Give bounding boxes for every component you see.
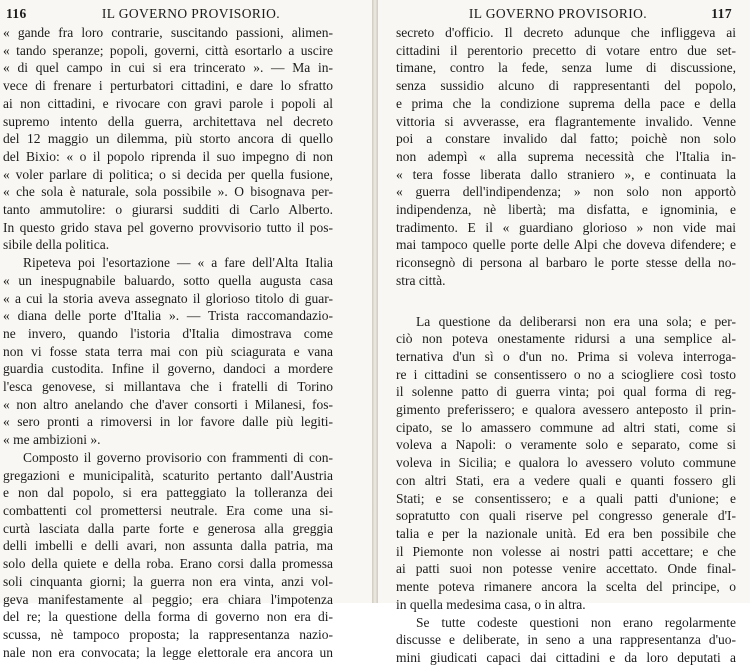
text-line: timane, contro la fede, senza lume di discussione, <box>396 60 736 76</box>
text-line: il Piemonte non volesse ai nostri patti accettare; e che <box>396 543 736 559</box>
text-line: ne invero, quando l'istoria d'Italia dimostrava come <box>3 325 333 341</box>
text-line: delli imbelli e delli avari, non assunta dalla patria, ma <box>3 538 333 554</box>
text-line: sopratutto con quali riserve pel congresso generale d'I- <box>396 508 736 524</box>
text-line: « voler parlare di politica; o si decida per quella fusione, <box>3 166 333 182</box>
text-line: « un inespugnabile baluardo, sotto quella augusta casa <box>3 272 333 288</box>
text-line: scussa, nè tampoco proposta; la rappresentanza nazio- <box>3 626 333 642</box>
right-page-number: 117 <box>711 6 732 21</box>
text-line: solo della quiete e della roba. Erano corsi dalla promessa <box>3 556 333 572</box>
text-line: del 12 maggio un dilemma, più storto ancora di quello <box>3 131 333 147</box>
text-line: mini giudicati capaci dai cittadini e da loro deputati a <box>396 649 736 665</box>
left-running-title: IL GOVERNO PROVISORIO. <box>101 6 281 21</box>
text-line: tradimento. E il « guardiano glorioso » non vide mai <box>396 219 736 235</box>
text-line: del Bixio: « o il popolo riprenda il suo impegno di non <box>3 148 333 164</box>
text-line: voleva in Sicilia; e qualora lo avessero voluto commune <box>396 455 736 471</box>
right-top-paragraph <box>396 24 736 290</box>
text-line: ciò non poteva onestamente ridursi a una semplice al- <box>396 331 736 347</box>
text-line: « di quel campo in cui si era trincerato ». — Ma in- <box>3 60 333 76</box>
text-line: stra città. <box>396 272 446 288</box>
text-line: senza sussidio alcuno di rappresentanti del popolo, <box>396 78 736 94</box>
text-line: secreto d'officio. Il decreto adunque che infliggeva ai <box>396 25 736 40</box>
text-line: ai non cittadini, e rivocare con gravi parole i popoli al <box>3 95 333 111</box>
text-line: re i cittadini se consentissero o no a sciogliere così tosto <box>396 366 736 382</box>
text-line: Se tutte codeste questioni non erano regolarmente <box>416 614 736 630</box>
text-line: « non altro anelando che d'aver consorti i Milanesi, fos- <box>3 396 333 412</box>
right-page <box>378 0 750 665</box>
text-line: l'esca genovese, si millantava che i fratelli di Torino <box>3 379 333 395</box>
right-page-body <box>396 24 736 667</box>
text-line: mente poteva rimanere ancora la scelta del principe, o <box>396 579 736 595</box>
text-line: mai tampoco quelle porte delle Alpi che doveva difendere; e <box>396 237 736 253</box>
right-bottom-paragraphs <box>396 313 736 667</box>
left-page-body <box>3 24 333 661</box>
text-line: « gande fra loro contrarie, suscitando passioni, alimen- <box>3 25 333 40</box>
text-line: voleva a Napoli: o veramente solo e separato, come si <box>396 437 736 453</box>
text-line: « che sola è naturale, sola possibile ». O bisognava per- <box>3 184 333 200</box>
right-running-title: IL GOVERNO PROVISORIO. <box>468 6 648 21</box>
text-line: La questione da deliberarsi non era una sola; e per- <box>416 313 736 329</box>
text-line: Ripeteva poi l'esortazione — « a fare dell'Alta Italia <box>23 255 333 271</box>
right-page-header <box>378 6 750 24</box>
left-page-header <box>0 6 372 24</box>
text-line: ai patti suoi non potesse venire accettato. Onde final- <box>396 561 736 577</box>
text-line: sibile della politica. <box>3 237 110 253</box>
text-line: vece di frenare i perturbatori cittadini, e dare lo sfratto <box>3 78 333 94</box>
text-line: supremo intento della guerra, architettava nel decreto <box>3 113 333 129</box>
text-line: vittoria si avverasse, era flagrantemente invalido. Venne <box>396 113 736 129</box>
text-line: cittadini il perentorio precetto di votare entro due set- <box>396 42 736 58</box>
text-line: « tando speranze; popoli, governi, città esortarlo a uscire <box>3 42 333 58</box>
text-line: « tera fosse liberata dallo straniero », e continuata la <box>396 166 736 182</box>
text-line: indipendenza, nè libertà; ma disfatta, e ignominia, e <box>396 202 736 218</box>
text-line: soli cinquanta giorni; la guerra non era vinta, anzi vol- <box>3 573 333 589</box>
text-line: combattenti col promettersi neutrale. Era come una si- <box>3 502 333 518</box>
text-line: « a cui la storia aveva assegnato il glorioso titolo di guar- <box>3 290 333 306</box>
text-line: non adempì « alla suprema necessità che l'Italia in- <box>396 148 736 164</box>
text-line: e prima che la condizione suprema della pace e della <box>396 95 736 111</box>
text-line: del re; la questione della forma di governo non era di- <box>3 609 333 625</box>
text-line: in quella medesima casa, o in altra. <box>396 596 586 612</box>
text-line: non vi fosse stata terra mai con più sciagurata e vana <box>3 343 333 359</box>
text-line: ternativa d'un sì o d'un no. Prima si voleva interroga- <box>396 348 736 364</box>
text-line: discusse e deliberate, in seno a una rappresentanza d'uo- <box>396 632 736 648</box>
text-line: Composto il governo provisorio con frammenti di con- <box>23 449 333 465</box>
text-line: gregazioni e municipalità, scaturito pertanto dall'Austria <box>3 467 333 483</box>
text-line: guardia custodita. Infine il governo, dandoci a mordere <box>3 361 333 377</box>
text-line: « guerra dell'indipendenza; » non solo non apportò <box>396 184 736 200</box>
text-line: e non dal popolo, si era patteggiato la tolleranza dei <box>3 485 333 501</box>
text-line: In questo grido stava pel governo provvisorio tutto il pos- <box>3 219 333 235</box>
text-line: geva manifestamente al peggio; era chiara l'impotenza <box>3 591 333 607</box>
text-line: « me ambizioni ». <box>3 432 101 448</box>
text-line: tanto ammutolire: o giurarsi sudditi di Carlo Alberto. <box>3 202 333 218</box>
text-line: nale non era convocata; la legge elettorale era ancora un <box>3 644 333 660</box>
text-line: « sero pronti a rimoversi in lor favore dalle più legiti- <box>3 414 333 430</box>
text-line: gimento preferissero; e qualora avessero anteposto il prin- <box>396 402 736 418</box>
text-line: cipato, se lo amassero commune ad altri stati, come si <box>396 419 736 435</box>
text-line: « diana delle porte d'Italia ». — Trista raccomandazio- <box>3 308 333 324</box>
paragraph-gap <box>396 290 736 313</box>
text-line: curtà lasciata dalla parte forte e generosa alla greggia <box>3 520 333 536</box>
text-line: poi a constare invalido dal fatto; poichè non solo <box>396 131 736 147</box>
text-line: con altri Stati, era a vedere quali e quanti fossero gli <box>396 472 736 488</box>
text-line: riconsegnò di persona al barbaro le porte stesse della no- <box>396 255 736 271</box>
text-line: Stati; e se consentissero; e a quali patti d'unione; e <box>396 490 736 506</box>
left-page <box>0 0 372 660</box>
left-page-number: 116 <box>6 6 27 21</box>
text-line: talia e per la nazionale unità. Ed era ben possibile che <box>396 525 736 541</box>
text-line: il solenne patto di guerra vinta; poi qual forma di reg- <box>396 384 736 400</box>
